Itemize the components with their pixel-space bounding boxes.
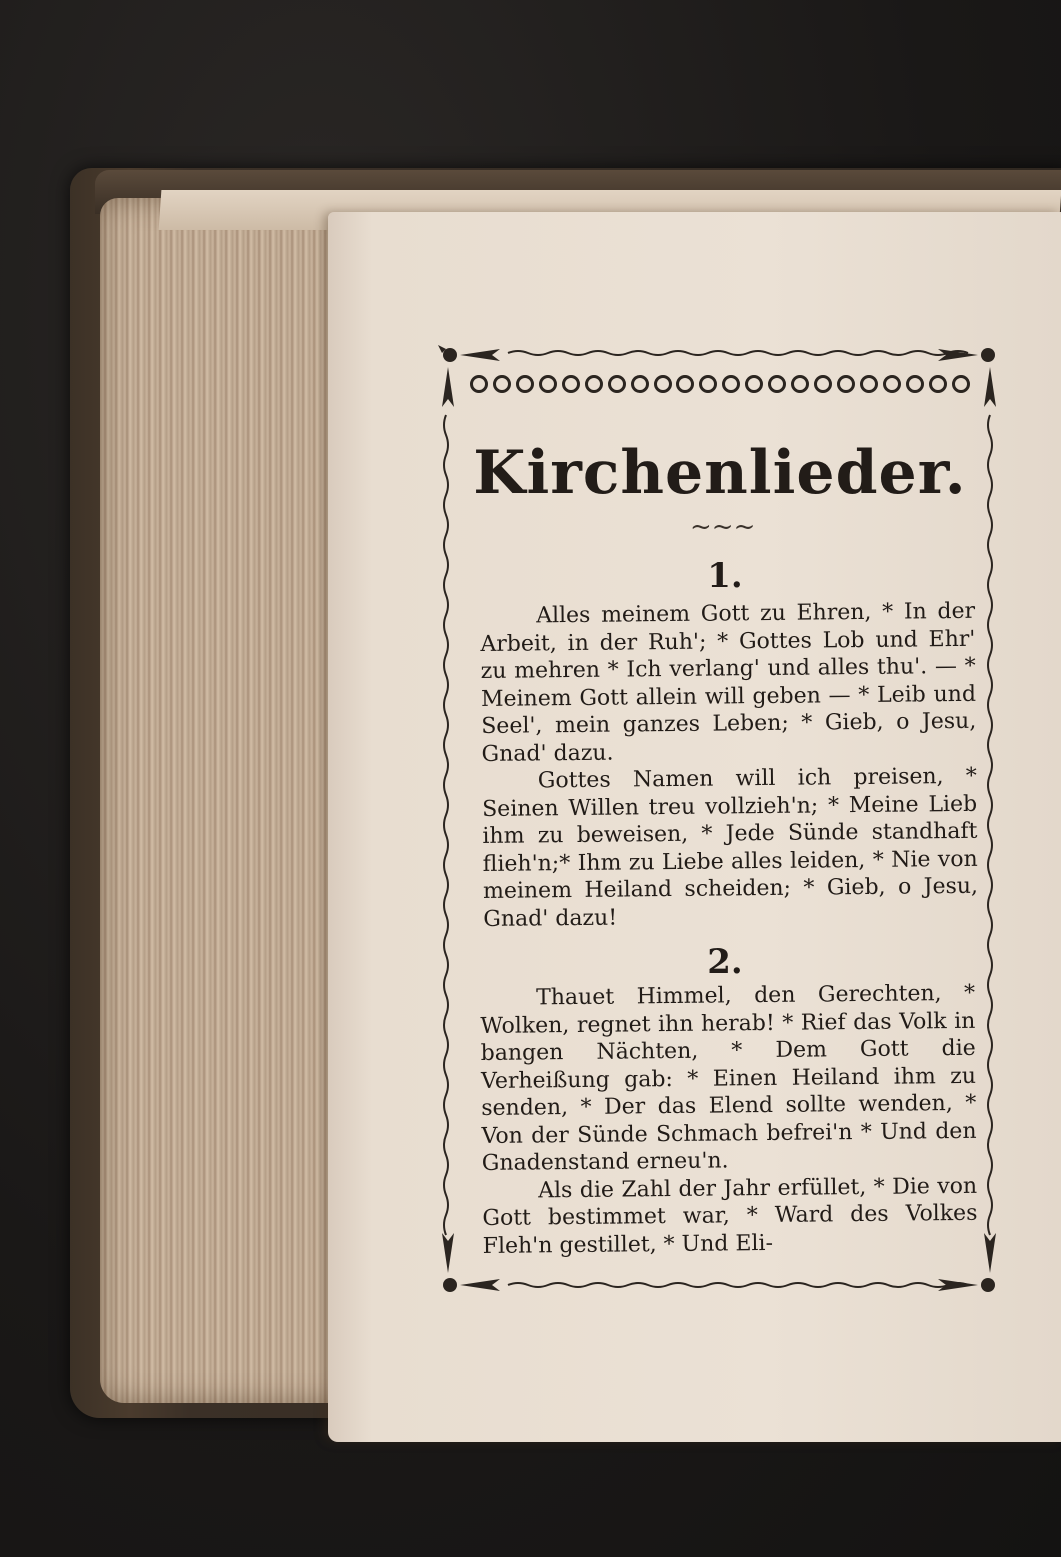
hymn-2-text xyxy=(480,980,978,1260)
hymn-1-stanza-2: Gottes Namen will ich preisen, * Seinen Willen treu vollzieh'n; * Meine Lieb ihm zu beweisen, * Jede Sünde standhaft flieh'n;* Ihm zu Liebe alles leiden, * Nie von meinem Heiland scheiden; * Gieb, o Jesu, Gnad' dazu! xyxy=(482,763,979,932)
title-ornament: ~~~ xyxy=(690,512,756,542)
ring-border-row xyxy=(470,368,970,400)
hymn-1-text xyxy=(480,598,978,933)
hymn-2-stanza-1: Thauet Himmel, den Gerechten, * Wolken, regnet ihn herab! * Rief das Volk in bangen Nächten, * Dem Gott die Verheißung gab: * Einen Heiland ihm zu senden, * Der das Elend sollte wenden, * Von der Sünde Schmach befrei'n * Und den Gnadenstand erneu'n. xyxy=(480,980,977,1176)
hymn-2-stanza-2: Als die Zahl der Jahr erfüllet, * Die von Gott bestimmet war, * Ward des Volkes Fleh'n gestillet, * Und Eli- xyxy=(482,1173,978,1259)
page-title: Kirchenlieder. xyxy=(473,438,967,508)
page-edges xyxy=(100,198,360,1403)
hymn-number-2: 2. xyxy=(707,942,743,982)
hymn-number-1: 1. xyxy=(707,556,743,596)
hymn-1-stanza-1: Alles meinem Gott zu Ehren, * In der Arbeit, in der Ruh'; * Gottes Lob und Ehr' zu mehren * Ich verlang' und alles thu'. — * Meinem Gott allein will geben — * Leib und Seel', mein ganzes Leben; * Gieb, o Jesu, Gnad' dazu. xyxy=(480,598,977,767)
